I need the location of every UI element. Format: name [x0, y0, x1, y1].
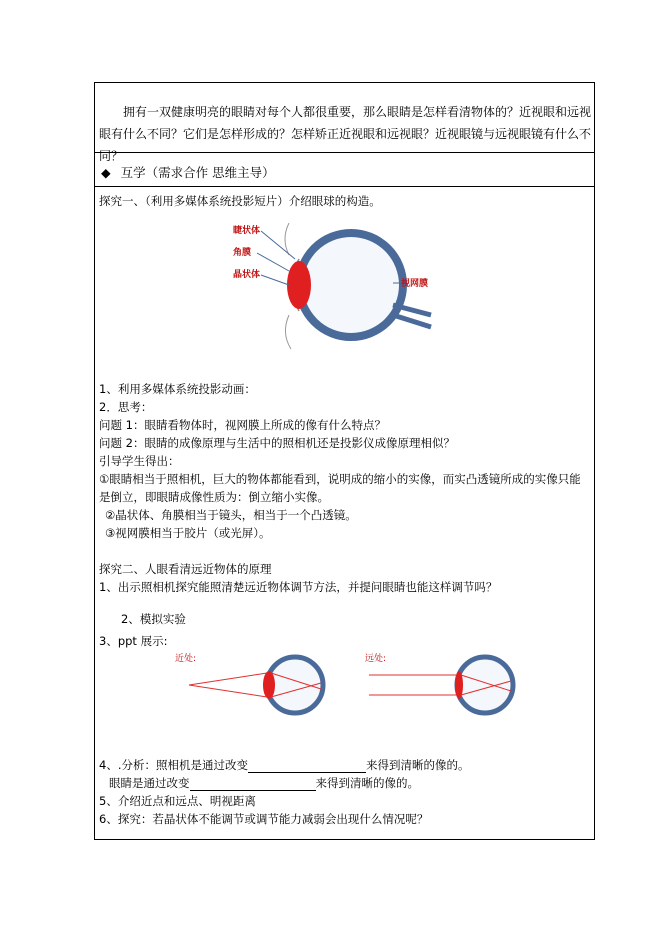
eye-blank[interactable]: [190, 778, 316, 791]
guide-line: 引导学生得出：: [99, 454, 180, 468]
section-heading: [101, 163, 275, 181]
step-1-line: 1、利用多媒体系统投影动画：: [99, 382, 256, 396]
question-2-line: 问题 2：眼睛的成像原理与生活中的照相机还是投影仪成像原理相似？: [99, 436, 455, 450]
near-lens: [263, 671, 275, 699]
near-eye-diagram: [171, 649, 331, 721]
far-label: 远处:: [365, 654, 387, 664]
optic-nerve: [393, 305, 431, 327]
intro-row: [95, 83, 594, 163]
explore-question-line: 6、探究：若晶状体不能调节或调节能力减弱会出现什么情况呢？: [99, 812, 429, 826]
diamond-icon: ◆: [101, 165, 111, 180]
cornea-pointer: [257, 253, 289, 271]
far-eyeball: [457, 657, 513, 713]
conclusion-1b-line: 是倒立，即眼睛成像性质为：倒立缩小实像。: [99, 490, 329, 504]
camera-question-line: 1、出示照相机探究能照清楚远近物体调节方法，并提问眼睛也能这样调节吗？: [99, 580, 498, 594]
eyelid-upper: [285, 223, 289, 255]
near-label: 近处:: [175, 654, 197, 664]
conclusion-2-line: ②晶状体、角膜相当于镜头，相当于一个凸透镜。: [105, 508, 357, 522]
retina-label: 视网膜: [401, 279, 429, 289]
question-1-line: 问题 1：眼睛看物体时，视网膜上所成的像有什么特点？: [99, 418, 386, 432]
step-2-line: 2．思考：: [99, 400, 153, 414]
eyelid-lower: [285, 315, 291, 349]
ciliary-pointer: [261, 231, 295, 259]
conclusion-3-line: ③视网膜相当于胶片（或光屏）。: [105, 526, 271, 540]
analysis-text-a: 4、.分析：照相机是通过改变: [99, 758, 248, 772]
near-far-point-line: 5、介绍近点和远点、明视距离: [99, 794, 256, 808]
explore-two-line: 探究二、人眼看清远近物体的原理: [99, 562, 272, 576]
lens-shape: [287, 261, 311, 309]
intro-paragraph: 拥有一双健康明亮的眼睛对每个人都很重要，那么眼睛是怎样看清物体的？近视眼和远视眼有什么不同？它们是怎样形成的？怎样矫正近视眼和远视眼？近视眼镜与远视眼镜有什么不同？: [99, 105, 592, 163]
ciliary-label: 睫状体: [233, 226, 261, 236]
eyeball-outline: [299, 233, 403, 337]
analysis-line: [99, 757, 469, 773]
lens-pointer: [261, 275, 289, 285]
near-ray-1: [189, 673, 267, 685]
ppt-line: 3、ppt 展示:: [99, 634, 168, 648]
eye-adjust-text-b: 来得到清晰的像的。: [315, 776, 419, 790]
far-eye-diagram: [361, 649, 521, 721]
near-ray-2: [189, 685, 267, 697]
section-title: 互学（需求合作 思维主导）: [120, 165, 275, 180]
section-header-row: [95, 153, 594, 187]
simulation-line: 2、模拟实验: [121, 612, 186, 626]
analysis-text-b: 来得到清晰的像的。: [365, 758, 470, 772]
content-cell: [95, 187, 594, 841]
lens-label: 晶状体: [233, 270, 261, 280]
document-table: [94, 82, 595, 840]
explore-one-line: 探究一、（利用多媒体系统投影短片）介绍眼球的构造。: [99, 194, 381, 208]
conclusion-1-line: ①眼睛相当于照相机，巨大的物体都能看到，说明成的缩小的实像，而实凸透镜所成的实像只能: [99, 472, 581, 486]
eye-adjust-line: [109, 775, 419, 791]
camera-blank[interactable]: [248, 760, 366, 773]
eye-adjust-text-a: 眼睛是通过改变: [109, 776, 190, 790]
cornea-label: 角膜: [233, 248, 252, 258]
eye-structure-diagram: [233, 215, 433, 355]
